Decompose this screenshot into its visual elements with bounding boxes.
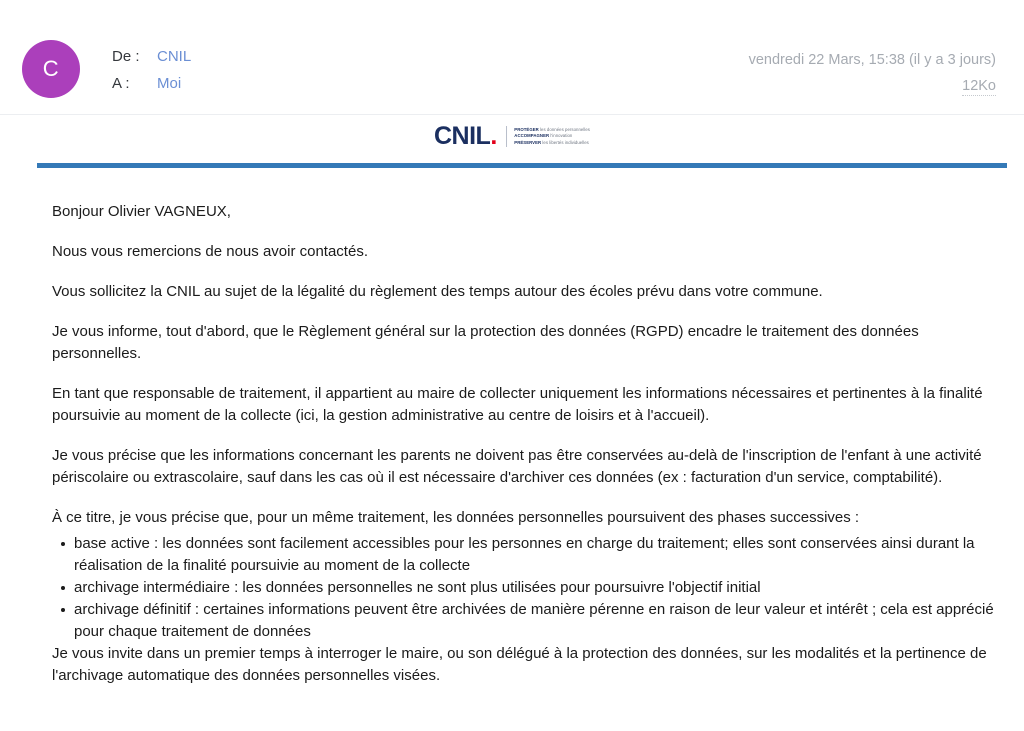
from-row xyxy=(112,48,191,75)
to-label: A : xyxy=(112,75,130,92)
paragraph-parents: Je vous précise que les informations concernant les parents ne doivent pas être conservées au-delà de l'inscription de l'enfant à une activité périscolaire ou extrascolaire, sauf dans les cas où il est nécessaire d'archiver ces données (ex : facturation d'un service, comptabilité). xyxy=(52,447,982,486)
email-date: vendredi 22 Mars, 15:38 (il y a 3 jours) xyxy=(748,52,996,68)
paragraph-thanks: Nous vous remercions de nous avoir contactés. xyxy=(52,243,368,260)
tagline-key-1: PROTÉGER xyxy=(514,126,539,132)
logo-divider xyxy=(506,126,507,147)
closing-paragraph: Je vous invite dans un premier temps à interroger le maire, ou son délégué à la protection des données, sur les modalités et la pertinence de l'archivage automatique des données personnelles visées. xyxy=(52,645,987,684)
email-header xyxy=(0,0,1024,115)
phases-list xyxy=(52,533,1010,643)
tagline-key-2: ACCOMPAGNER xyxy=(514,133,550,139)
cnil-tagline xyxy=(514,127,590,146)
greeting-paragraph: Bonjour Olivier VAGNEUX, xyxy=(52,203,231,220)
cnil-wordmark: CNIL xyxy=(434,122,491,150)
list-item: archivage définitif : certaines informations peuvent être archivées de manière pérenne en raison de leur valeur et intérêt ; cela est apprécié pour chaque traitement de données xyxy=(74,599,1010,643)
paragraph-request: Vous sollicitez la CNIL au sujet de la légalité du règlement des temps autour des écoles prévu dans votre commune. xyxy=(52,283,823,300)
to-recipient-link[interactable]: Moi xyxy=(157,75,182,92)
from-label: De : xyxy=(112,48,140,65)
address-block xyxy=(112,48,191,102)
list-item: archivage intermédiaire : les données personnelles ne sont plus utilisées pour poursuivre l'objectif initial xyxy=(74,577,1010,599)
email-meta xyxy=(749,52,996,96)
list-item: base active : les données sont facilement accessibles pour les personnes en charge du traitement; elles sont conservées ainsi durant la réalisation de la finalité poursuivie au moment de la collecte xyxy=(74,533,1010,577)
blue-divider-rule xyxy=(37,163,1007,168)
attachment-size[interactable]: 12Ko xyxy=(962,78,996,94)
paragraph-responsable: En tant que responsable de traitement, il appartient au maire de collecter uniquement les informations nécessaires et pertinentes à la finalité poursuivie au moment de la collecte (ici, la gestion administrative au centre de loisirs et à l'accueil). xyxy=(52,385,983,424)
tagline-rest-3: les libertés individuelles xyxy=(541,139,589,145)
tagline-rest-2: l'innovation xyxy=(549,133,573,139)
cnil-dot-icon: . xyxy=(490,122,498,150)
avatar: C xyxy=(22,40,80,98)
to-row xyxy=(112,75,191,102)
cnil-logo-band xyxy=(0,115,1024,183)
tagline-key-3: PRÉSERVER xyxy=(514,139,542,145)
from-sender-link[interactable]: CNIL xyxy=(157,48,192,65)
tagline-rest-1: les données personnelles xyxy=(538,126,590,132)
paragraph-rgpd: Je vous informe, tout d'abord, que le Règlement général sur la protection des données (RGPD) encadre le traitement des données personnelles. xyxy=(52,323,919,362)
list-intro-paragraph: À ce titre, je vous précise que, pour un même traitement, les données personnelles poursuivent des phases successives : xyxy=(52,509,860,526)
email-body xyxy=(0,183,1024,687)
cnil-logo xyxy=(434,124,590,149)
